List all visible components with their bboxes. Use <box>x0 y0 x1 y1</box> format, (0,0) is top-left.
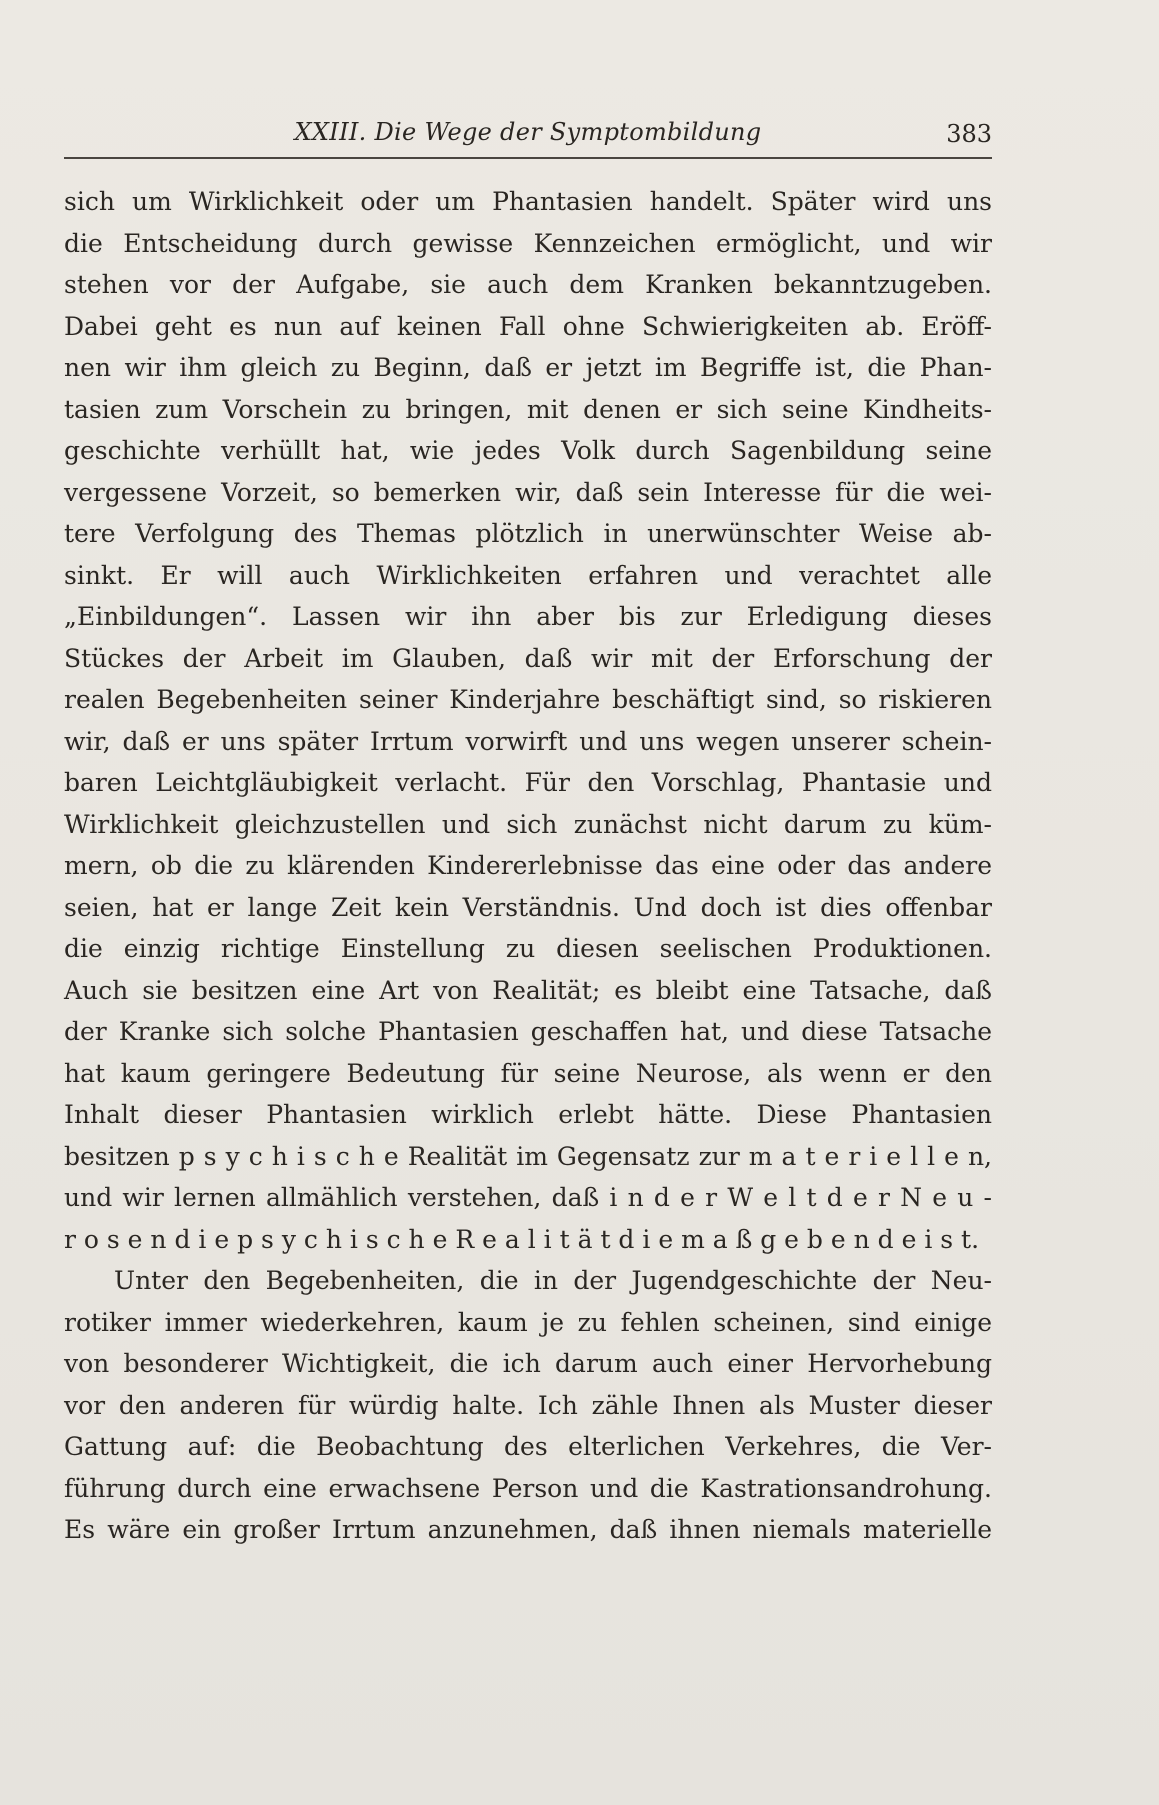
text-line: baren Leichtgläubigkeit verlacht. Für den Vorschlag, Phantasie und <box>64 768 992 797</box>
text-line: Wirklichkeit gleichzustellen und sich zunächst nicht darum zu küm- <box>64 809 992 839</box>
text-line: Unter den Begebenheiten, die in der Jugendgeschichte der Neu- <box>114 1266 992 1295</box>
text-line: Inhalt dieser Phantasien wirklich erlebt hätte. Diese Phantasien <box>64 1100 992 1129</box>
text-line: stehen vor der Aufgabe, sie auch dem Kranken bekanntzugeben. <box>64 270 992 299</box>
text-line: tasien zum Vorschein zu bringen, mit denen er sich seine Kindheits- <box>64 394 992 424</box>
header-rule <box>64 157 992 159</box>
text-line: und wir lernen allmählich verstehen, daß i n d e r W e l t d e r N e u - <box>64 1183 992 1212</box>
text-line: tere Verfolgung des Themas plötzlich in unerwünschter Weise ab- <box>64 519 992 548</box>
text-line: wir, daß er uns später Irrtum vorwirft und uns wegen unserer schein- <box>64 726 992 756</box>
text-line: rotiker immer wiederkehren, kaum je zu fehlen scheinen, sind einige <box>64 1307 992 1337</box>
text-line: Auch sie besitzen eine Art von Realität; es bleibt eine Tatsache, daß <box>64 975 992 1005</box>
text-line: mern, ob die zu klärenden Kindererlebnisse das eine oder das andere <box>64 851 992 880</box>
text-line: vor den anderen für würdig halte. Ich zähle Ihnen als Muster dieser <box>64 1390 992 1420</box>
text-line: vergessene Vorzeit, so bemerken wir, daß sein Interesse für die wei- <box>64 477 992 507</box>
text-line: Es wäre ein großer Irrtum anzunehmen, daß ihnen niemals materielle <box>64 1515 992 1544</box>
text-line: besitzen p s y c h i s c h e Realität im Gegensatz zur m a t e r i e l l e n, <box>64 1141 992 1171</box>
text-line: sich um Wirklichkeit oder um Phantasien handelt. Später wird uns <box>64 187 992 216</box>
text-line: realen Begebenheiten seiner Kinderjahre beschäftigt sind, so riskieren <box>64 685 992 714</box>
page-number: 383 <box>946 120 992 148</box>
running-title: XXIII. Die Wege der Symptombildung <box>294 118 762 146</box>
text-line: seien, hat er lange Zeit kein Verständnis. Und doch ist dies offenbar <box>64 892 992 922</box>
text-line: Dabei geht es nun auf keinen Fall ohne Schwierigkeiten ab. Eröff- <box>64 311 992 341</box>
text-line: führung durch eine erwachsene Person und die Kastrationsandrohung. <box>64 1473 992 1503</box>
text-line: geschichte verhüllt hat, wie jedes Volk durch Sagenbildung seine <box>64 436 992 465</box>
text-line: Stückes der Arbeit im Glauben, daß wir mit der Erforschung der <box>64 643 992 673</box>
text-line: die Entscheidung durch gewisse Kennzeichen ermöglicht, und wir <box>64 228 992 258</box>
text-line: r o s e n d i e p s y c h i s c h e R e a l i t ä t d i e m a ß g e b e n d e i s t. <box>64 1224 980 1254</box>
running-head <box>64 116 992 154</box>
body-text <box>64 181 992 1551</box>
text-line: Gattung auf: die Beobachtung des elterlichen Verkehres, die Ver- <box>64 1432 992 1461</box>
text-line: hat kaum geringere Bedeutung für seine Neurose, als wenn er den <box>64 1058 992 1088</box>
text-line: der Kranke sich solche Phantasien geschaffen hat, und diese Tatsache <box>64 1017 992 1046</box>
text-line: „Einbildungen“. Lassen wir ihn aber bis zur Erledigung dieses <box>64 602 992 631</box>
text-line: sinkt. Er will auch Wirklichkeiten erfahren und verachtet alle <box>64 560 992 590</box>
text-line: von besonderer Wichtigkeit, die ich darum auch einer Hervorhebung <box>64 1349 992 1378</box>
text-line: die einzig richtige Einstellung zu diesen seelischen Produktionen. <box>64 934 992 963</box>
text-line: nen wir ihm gleich zu Beginn, daß er jetzt im Begriffe ist, die Phan- <box>64 353 992 382</box>
